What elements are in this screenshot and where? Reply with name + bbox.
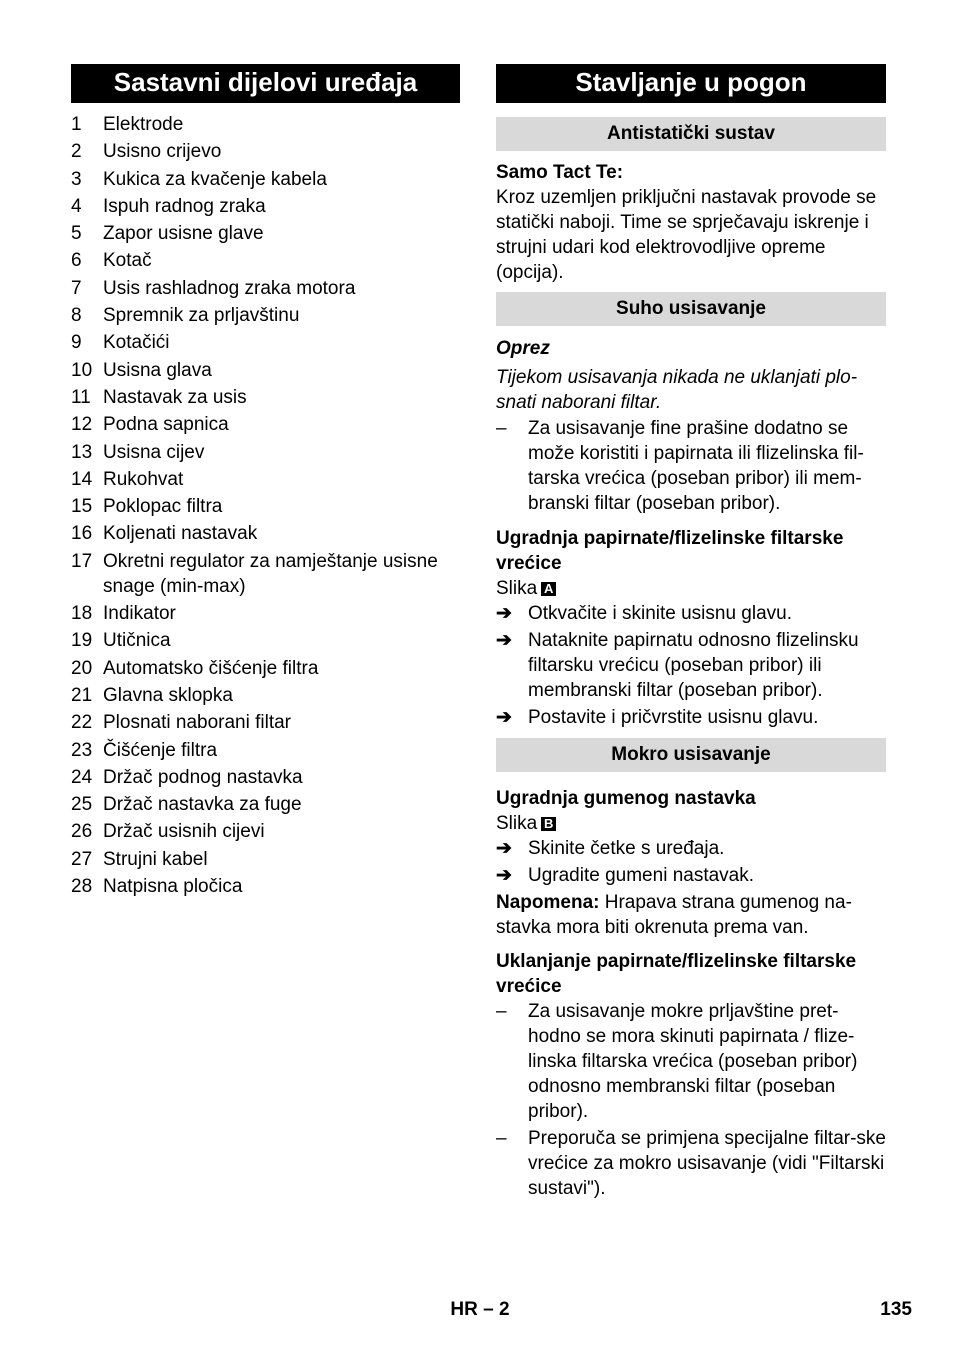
list-item: [71, 765, 460, 790]
item-label: Zapor usisne glave: [103, 223, 264, 245]
item-label: Ispuh radnog zraka: [103, 195, 266, 217]
list-item: [71, 221, 460, 246]
item-label: Kukica za kvačenje kabela: [103, 168, 327, 190]
list-item: [71, 710, 460, 735]
item-number: 15: [71, 496, 93, 518]
item-number: 22: [71, 712, 93, 734]
item-label: Rukohvat: [103, 468, 184, 490]
list-item: [71, 792, 460, 817]
antistatic-label: Samo Tact Te:: [496, 162, 624, 183]
item-label: Natpisna pločica: [103, 876, 243, 898]
list-item: [71, 819, 460, 844]
list-item: [71, 248, 460, 273]
dash-text: Preporuča se primjena specijalne filtar-ske vrećice za mokro usisavanje (vidi "Filtarski sustavi").: [528, 1128, 886, 1199]
arrow-icon: ➔: [496, 838, 512, 859]
item-number: 27: [71, 848, 93, 870]
item-label: Automatsko čišćenje filtra: [103, 657, 319, 679]
step-text: Nataknite papirnatu odnosno flizelinsku filtarsku vrećicu (poseban pribor) ili membranski filtar (poseban pribor).: [528, 630, 859, 701]
list-item: [71, 358, 460, 383]
item-number: 8: [71, 305, 82, 327]
item-number: 5: [71, 223, 82, 245]
item-number: 11: [71, 386, 91, 408]
list-item: [71, 467, 460, 492]
item-label: Usisna cijev: [103, 441, 205, 463]
item-number: 1: [71, 114, 82, 135]
item-label: Poklopac filtra: [103, 496, 223, 518]
note-label: Napomena:: [496, 892, 600, 913]
item-label: Usis rashladnog zraka motora: [103, 277, 356, 299]
step-text: Ugradite gumeni nastavak.: [528, 865, 755, 886]
subheading-dry: Suho usisavanje: [496, 292, 886, 326]
list-item: [71, 412, 460, 437]
item-label: Kotač: [103, 250, 152, 272]
footer-section: HR – 2: [450, 1299, 510, 1320]
step-item: [496, 705, 886, 730]
item-number: 16: [71, 523, 93, 545]
item-label: Usisna glava: [103, 359, 212, 381]
list-item: [71, 521, 460, 546]
item-label: Elektrode: [103, 114, 184, 135]
list-item: [71, 847, 460, 872]
item-number: 18: [71, 603, 93, 625]
subheading-antistatic: Antistatički sustav: [496, 117, 886, 151]
step-item: [496, 836, 886, 861]
item-label: Indikator: [103, 603, 176, 625]
step-text: Otkvačite i skinite usisnu glavu.: [528, 603, 793, 624]
step-item: [496, 863, 886, 888]
section-title-parts: Sastavni dijelovi uređaja: [71, 64, 460, 103]
step-item: [496, 628, 886, 703]
list-item: [71, 194, 460, 219]
list-item: [71, 167, 460, 192]
item-number: 13: [71, 441, 93, 463]
antistatic-text: Kroz uzemljen priključni nastavak provode se statički naboji. Time se sprječavaju iskrenje i strujni udari kod elektrovodljive opreme (opcija).: [496, 187, 877, 283]
figure-ref: [496, 811, 886, 836]
dash-text: Za usisavanje mokre prljavštine pret-hodno se mora skinuti papirnata / flize-linska filtarska vrećica (poseban pribor) odnosno membranski filtar (poseban pribor).: [528, 1001, 858, 1122]
list-item: [71, 330, 460, 355]
item-number: 26: [71, 821, 93, 843]
item-number: 25: [71, 794, 93, 816]
list-item: [71, 738, 460, 763]
item-label: Držač usisnih cijevi: [103, 821, 265, 843]
caution-label: Oprez: [496, 338, 550, 359]
item-label: Usisno crijevo: [103, 141, 222, 163]
list-item: [71, 139, 460, 164]
step-text: Skinite četke s uređaja.: [528, 838, 725, 859]
note-text: Hrapava strana gumenog na-stavka mora biti okrenuta prema van.: [496, 892, 852, 938]
figure-badge: A: [541, 582, 556, 596]
item-number: 9: [71, 332, 82, 354]
page-number: 135: [880, 1299, 912, 1320]
arrow-icon: ➔: [496, 865, 512, 886]
remove-bag-heading: Uklanjanje papirnate/flizelinske filtarske vrećice: [496, 951, 857, 997]
list-item: [496, 1126, 886, 1201]
item-label: Nastavak za usis: [103, 386, 247, 408]
list-item: [71, 440, 460, 465]
item-number: 28: [71, 876, 93, 898]
figure-badge: B: [541, 817, 556, 831]
dash-marker: –: [496, 418, 507, 439]
right-column: [496, 64, 886, 1201]
item-label: Kotačići: [103, 332, 170, 354]
left-column: [71, 64, 460, 901]
item-label: Podna sapnica: [103, 414, 229, 436]
install-bag-heading: Ugradnja papirnate/flizelinske filtarske vrećice: [496, 528, 844, 574]
section-title-start: Stavljanje u pogon: [496, 64, 886, 103]
figure-label: Slika: [496, 813, 538, 834]
dash-marker: –: [496, 1128, 507, 1149]
list-item: [71, 683, 460, 708]
item-number: 17: [71, 550, 93, 572]
item-number: 14: [71, 468, 93, 490]
caution-text: Tijekom usisavanja nikada ne uklanjati plo-snati naborani filtar.: [496, 367, 858, 413]
list-item: [71, 494, 460, 519]
item-number: 3: [71, 168, 82, 190]
item-label: Čišćenje filtra: [103, 739, 218, 761]
item-number: 23: [71, 739, 93, 761]
list-item: [496, 416, 886, 516]
item-label: Okretni regulator za namještanje usisne snage (min-max): [103, 550, 438, 597]
item-label: Držač podnog nastavka: [103, 766, 303, 788]
item-number: 20: [71, 657, 93, 679]
item-label: Koljenati nastavak: [103, 523, 258, 545]
item-number: 12: [71, 414, 93, 436]
rubber-heading: Ugradnja gumenog nastavka: [496, 788, 756, 809]
item-label: Plosnati naborani filtar: [103, 712, 291, 734]
subheading-wet: Mokro usisavanje: [496, 738, 886, 772]
item-label: Glavna sklopka: [103, 684, 233, 706]
item-number: 7: [71, 277, 82, 299]
list-item: [71, 276, 460, 301]
item-label: Strujni kabel: [103, 848, 208, 870]
figure-label: Slika: [496, 578, 538, 599]
item-number: 19: [71, 630, 93, 652]
item-label: Utičnica: [103, 630, 171, 652]
arrow-icon: ➔: [496, 603, 512, 624]
item-label: Spremnik za prljavštinu: [103, 305, 300, 327]
note: [496, 890, 886, 940]
arrow-icon: ➔: [496, 707, 512, 728]
list-item: [71, 601, 460, 626]
item-number: 10: [71, 359, 93, 381]
list-item: [71, 303, 460, 328]
item-number: 24: [71, 766, 93, 788]
list-item: [71, 656, 460, 681]
item-number: 2: [71, 141, 82, 163]
parts-list: [71, 112, 460, 899]
list-item: [71, 549, 460, 599]
item-number: 4: [71, 195, 82, 217]
list-item: [496, 999, 886, 1124]
dash-text: Za usisavanje fine prašine dodatno se može koristiti i papirnata ili flizelinska fil-tarska vrećica (poseban pribor) ili mem-branski filtar (poseban pribor).: [528, 418, 864, 514]
dash-marker: –: [496, 1001, 507, 1022]
list-item: [71, 628, 460, 653]
step-item: [496, 601, 886, 626]
figure-ref: [496, 576, 886, 601]
list-item: [71, 112, 460, 137]
item-label: Držač nastavka za fuge: [103, 794, 302, 816]
arrow-icon: ➔: [496, 630, 512, 651]
list-item: [71, 874, 460, 899]
list-item: [71, 385, 460, 410]
item-number: 6: [71, 250, 82, 272]
item-number: 21: [71, 684, 93, 706]
step-text: Postavite i pričvrstite usisnu glavu.: [528, 707, 819, 728]
